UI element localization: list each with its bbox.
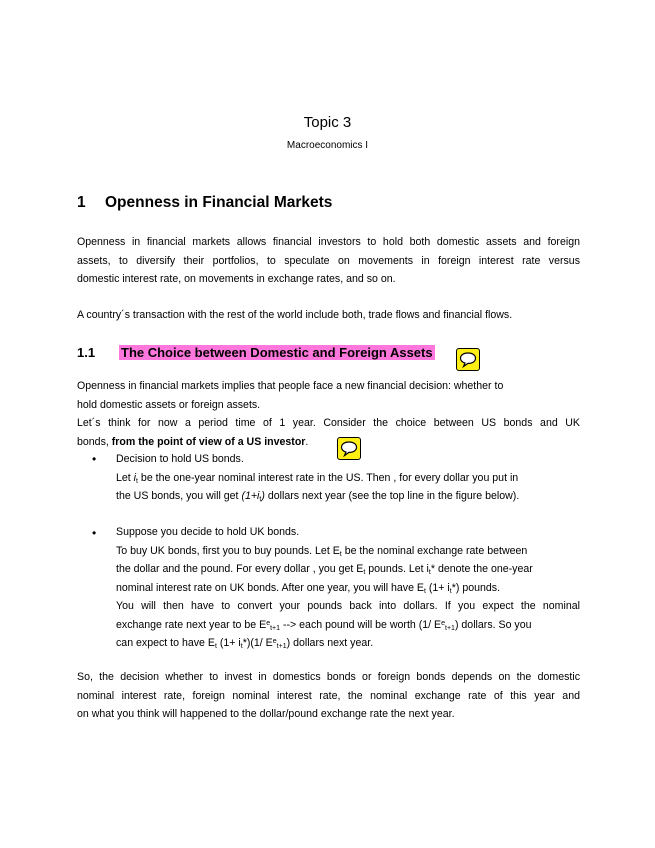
paragraph-openness [77, 233, 580, 289]
paragraph-line [77, 433, 580, 452]
section-number: 1 [77, 194, 86, 211]
paragraph-line: Openness in financial markets implies that people face a new financial decision: whether to [77, 380, 504, 392]
paragraph-line: To buy UK bonds, first you to buy pounds. Let $E_t$ be the nominal exchange rate between [116, 544, 528, 558]
bold-text: from the point of view of a US investor [111, 435, 306, 448]
paragraph-line: can expect to have $E_t$ $(1+ i_t*)(1/$ $E^e_{t+1}$) dollars next year. [116, 637, 374, 650]
page-title: Topic 3 [303, 114, 352, 131]
paragraph-line: exchange rate next year to be $E^e_{t+1}$ --> each pound will be worth (1/ $E^e_{t+1}$) dollars. So you [116, 618, 532, 632]
paragraph-line: on what you think will happened to the dollar/pound exchange rate the next year. [77, 708, 455, 720]
paragraph-line: nominal interest rate, foreign nominal interest rate, the nominal exchange rate of this year and [77, 689, 580, 702]
subsection-heading [77, 345, 435, 360]
bullet-uk-bonds [116, 523, 580, 653]
subsection-title: The Choice between Domestic and Foreign Assets [121, 345, 433, 360]
paragraph-line: the US bonds, you will get $(1+i_t)$ dollars next year (see the top line in the figure below). [116, 490, 520, 503]
paragraph-line: So, the decision whether to invest in domestics bonds or foreign bonds depends on the domestic [77, 671, 580, 683]
page-subtitle: Macroeconomics I [286, 140, 369, 151]
subsection-number: 1.1 [77, 345, 96, 360]
bullet-title: Suppose you decide to hold UK bonds. [116, 526, 300, 538]
bullet-us-bonds [116, 450, 580, 506]
paragraph-line: hold domestic assets or foreign assets. [77, 398, 261, 411]
comment-icon[interactable] [456, 348, 480, 371]
section-heading [77, 194, 332, 212]
paragraph-line: You will then have to convert your pounds back into dollars. If you expect the nominal [116, 600, 580, 612]
paragraph-line: Openness in financial markets allows financial investors to hold both domestic assets and foreign [77, 236, 580, 248]
section-title: Openness in Financial Markets [105, 194, 333, 211]
paragraph-line: domestic interest rate, on movements in exchange rates, and so on. [77, 273, 396, 285]
paragraph-transactions [77, 306, 580, 325]
bullet-title: Decision to hold US bonds. [116, 453, 244, 465]
text-run: bonds, [77, 435, 112, 448]
paragraph-conclusion [77, 668, 580, 724]
paragraph-line: Let´s think for now a period time of 1 year. Consider the choice between US bonds and UK [77, 417, 580, 429]
bullet-point: • [92, 526, 97, 540]
bullet-point: • [92, 452, 97, 466]
paragraph-choice-intro [77, 377, 580, 451]
paragraph-line: the dollar and the pound. For every dollar , you get $E_t$ pounds. Let $i_t*$ denote the one-year [116, 563, 533, 576]
paragraph-line: assets, to diversify their portfolios, to speculate on movements in foreign interest rate versus [77, 254, 580, 267]
paragraph-line: Let $i_t$ be the one-year nominal interest rate in the US. Then , for every dollar you put in [116, 471, 519, 485]
paragraph-line: nominal interest rate on UK bonds. After one year, you will have $E_t$ $(1+ i_t*)$ pounds. [116, 581, 501, 595]
text-run: . [305, 435, 309, 448]
paragraph-line: A country´s transaction with the rest of the world include both, trade flows and financial flows. [77, 309, 513, 321]
speech-bubble-icon [459, 351, 477, 368]
